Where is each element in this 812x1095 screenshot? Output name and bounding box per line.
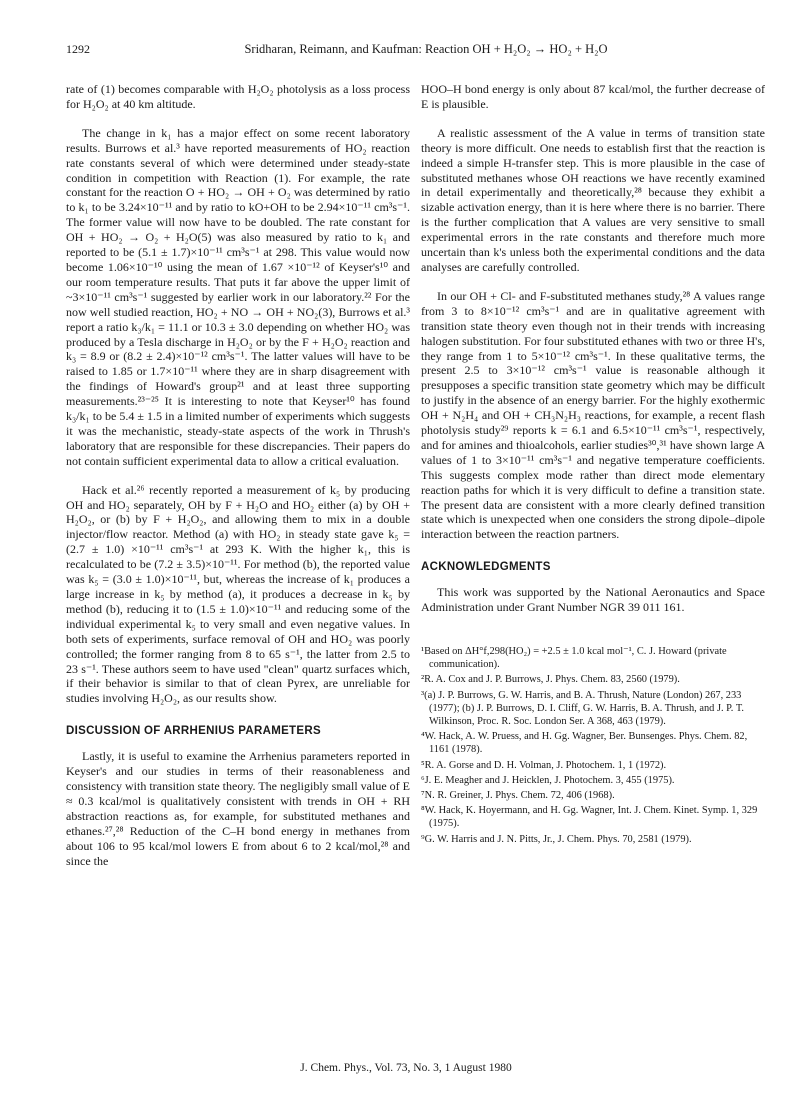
section-heading-arrhenius: DISCUSSION OF ARRHENIUS PARAMETERS	[66, 725, 321, 738]
journal-footer: J. Chem. Phys., Vol. 73, No. 3, 1 August 1980	[300, 1062, 512, 1074]
left-paragraph-3: Hack et al.²⁶ recently reported a measurement of k₅ by producing OH and HO₂ separately, OH by F + H₂O and HO₂ either (a) by OH + H₂O₂, or (b) by F + H₂O₂, and allowing them to mix in a double injector/flow reactor. Method (a) with HO₂ in steady state gave k₅ = (2.7 ± 1.0) ×10⁻¹¹ cm³s⁻¹ at 293 K. With the higher k₁, this is recalculated to be (7.2 ± 3.5)×10⁻¹¹. For method (b), the reported value was k₅ = (3.0 ± 1.0)×10⁻¹¹, but, whereas the increase of k₁ produces a large increase in k₅ by method (a), it produces a decrease in k₅ by method (b), reducing it to (1.5 ± 1.0)×10⁻¹¹ and reducing some of the individual experimental k₅ to very small and even negative values. In both sets of experiments, surface removal of OH and HO₂ was poorly controlled; the former ranging from 8 to 65 s⁻¹, the latter from 2.5 to 23 s⁻¹. These authors seem to have used "clean" quartz surfaces which, if their behavior is similar to that of clean Pyrex, are unreliable for studies involving H₂O₂, as our results show.	[66, 482, 410, 706]
reference-item: ³(a) J. P. Burrows, G. W. Harris, and B. A. Thrush, Nature (London) 267, 233 (1977); (b) J. P. Burrows, D. I. Cliff, G. W. Harris, B. A. Thrush, and J. P. T. Wilkinson, Proc. R. Soc. London Ser. A 368, 463 (1979).	[421, 689, 744, 728]
right-paragraph-2: A realistic assessment of the A value in terms of transition state theory is more difficult. One needs to establish first that the reaction is indeed a simple H-transfer step. This is more plausible in the case of substituted methanes whose OH reactions we have recently examined in detail experimentally and theoretically,²⁸ because they exhibit a sizable activation energy, than it is here where there is no barrier. There is the further complication that A values are very sensitive to small experimental errors in the rate constants and therefore much more uncertain than k's unless both the experimental conditions and the data analyses are carefully controlled.	[421, 125, 765, 274]
right-paragraph-4: This work was supported by the National Aeronautics and Space Administration under Grant Number NGR 39 011 161.	[421, 585, 765, 615]
reference-item: ²R. A. Cox and J. P. Burrows, J. Phys. Chem. 83, 2560 (1979).	[421, 674, 680, 686]
reference-item: ⁵R. A. Gorse and D. H. Volman, J. Photochem. 1, 1 (1972).	[421, 759, 667, 771]
right-column	[421, 82, 765, 848]
reference-item: ⁶J. E. Meagher and J. Heicklen, J. Photochem. 3, 455 (1975).	[421, 774, 675, 786]
right-paragraph-1: HOO–H bond energy is only about 87 kcal/mol, the further decrease of E is plausible.	[421, 82, 765, 111]
left-paragraph-1: rate of (1) becomes comparable with H₂O₂ photolysis as a loss process for H₂O₂ at 40 km altitude.	[66, 82, 410, 111]
reference-item: ⁹G. W. Harris and J. N. Pitts, Jr., J. Chem. Phys. 70, 2581 (1979).	[421, 833, 692, 845]
reference-item: ⁴W. Hack, A. W. Pruess, and H. Gg. Wagner, Ber. Bunsenges. Phys. Chem. 82, 1161 (1978).	[421, 731, 748, 756]
running-head: Sridharan, Reimann, and Kaufman: Reaction OH + H₂O₂ → HO₂ + H₂O	[244, 42, 608, 56]
left-paragraph-2: The change in k₁ has a major effect on some recent laboratory results. Burrows et al.³ have reported measurements of HO₂ reaction rate constants several of which were determined under steady-state condition in competition with Reaction (1). For example, the rate constant for the reaction O + HO₂ → OH + O₂ was determined by ratio to k₁ to be 3.24×10⁻¹¹ and by ratio to kO+OH to be 2.94×10⁻¹¹ cm³s⁻¹. The former value will now have to be doubled. The rate constant for OH + HO₂ → O₂ + H₂O(5) was also measured by ratio to k₁ and reported to be (5.1 ± 1.7)×10⁻¹¹ cm³s⁻¹ at 298. This value would now become 1.06×10⁻¹⁰ using the mean of 1.67 ×10⁻¹² of Keyser's¹⁰ and our room temperature results. That puts it far above the upper limit of ~3×10⁻¹¹ cm³s⁻¹ suggested by earlier work in our laboratory.²² For the now well studied reaction, HO₂ + NO → OH + NO₂(3), Burrows et al.³ report a ratio k₃/k₁ = 11.1 or 10.3 ± 3.0 depending on whether HO₂ was produced by a Tesla discharge in H₂O₂ or by the F + H₂O₂ reaction and k₃ = 8.9 or (8.2 ± 2.4)×10⁻¹² cm³s⁻¹. The latter values will have to be raised to 1.85 or 1.7×10⁻¹¹ where they are in sharp disagreement with the findings of Howard's group²¹ and at least three supporting measurements.²³⁻²⁵ It is interesting to note that Keyser¹⁰ has found k₃/k₁ to be 5.4 ± 1.5 in a limited number of experiments which suggests it was the mechanistic, steady-state aspects of the work in Thrush's laboratory that are responsible for these discrepancies. Their papers do not contain sufficient experimental data to allow a critical evaluation.	[66, 125, 410, 468]
left-column	[66, 82, 410, 882]
left-paragraph-4: Lastly, it is useful to examine the Arrhenius parameters reported in Keyser's and our studies in terms of their reasonableness and consistency with transition state theory. The negligibly small value of E ≈ 0.3 kcal/mol is qualitatively consistent with trends in OH + RH abstraction reactions as, for example, for substituted methanes and ethanes.²⁷,²⁸ Reduction of the C–H bond energy in methanes from about 106 to 95 kcal/mol lowers E from about 6 to 2 kcal/mol,²⁸ and since the	[66, 749, 410, 868]
reference-item: ⁷N. R. Greiner, J. Phys. Chem. 72, 406 (1968).	[421, 790, 615, 802]
page-number: 1292	[66, 42, 90, 56]
section-heading-acknowledgments: ACKNOWLEDGMENTS	[421, 561, 551, 574]
right-paragraph-3: In our OH + Cl- and F-substituted methanes study,²⁸ A values range from 3 to 8×10⁻¹² cm³s⁻¹ and are in qualitative agreement with transition state theory even though not in their trends with increasing halogen substitution. For four substituted ethanes with two or three H's, they range from 1 to 5×10⁻¹² cm³s⁻¹. In these qualitative terms, the present 2.5 to 3×10⁻¹² cm³s⁻¹ value is reasonable although it presupposes a specific transition state geometry which may be difficult to justify in the absence of an energy barrier. For the highly exothermic OH + N₂H₄ and OH + CH₃N₂H₃ reactions, for example, a recent flash photolysis study²⁹ reports k = 6.1 and 6.5×10⁻¹¹ cm³s⁻¹, respectively, and for amines and thioalcohols, earlier studies³⁰,³¹ have shown large A values of 1 to 3×10⁻¹¹ cm³s⁻¹ and negative temperature coefficients. This suggests complex mode rather than direct mode elementary reaction paths for which it is very difficult to define a transition state. The present data are consistent with a more clearly defined transition state which is unexpected when one considers the strong dipole–dipole interaction between the reaction partners.	[421, 288, 765, 542]
references-list	[421, 645, 765, 846]
reference-item: ⁸W. Hack, K. Hoyermann, and H. Gg. Wagner, Int. J. Chem. Kinet. Symp. 1, 329 (1975).	[421, 805, 758, 830]
reference-item: ¹Based on ΔH°f,298(HO₂) = +2.5 ± 1.0 kcal mol⁻¹, C. J. Howard (private communication).	[421, 646, 727, 671]
